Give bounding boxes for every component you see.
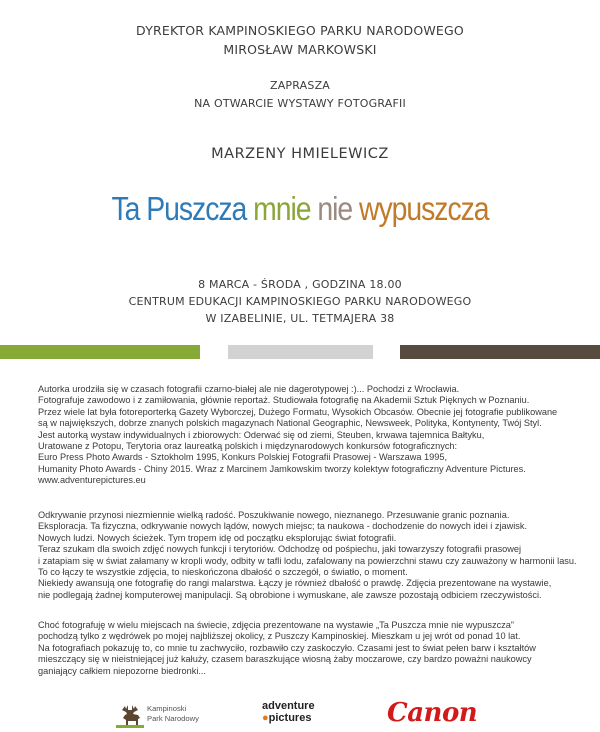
text-line: mieszczący się w nieistniejącej już kałuży, czasem baraszkujące wiosną żaby moczarowe, czy bardzo poważni naukowcy (38, 654, 532, 665)
title-part-3: nie (317, 190, 360, 227)
text-line: Eksploracja. Ta fizyczna, odkrywanie nowych lądów, nowych miejsc; ta naukowa - dochodzenie do nowych idei i zjawisk. (38, 521, 528, 532)
text-line: ganiający całkiem niepozorne biedronki... (38, 665, 207, 676)
kpn-name-line-2: Park Narodowy (147, 713, 199, 723)
text-line: Przez wiele lat była fotoreporterką Gazety Wyborczej, Dużego Formatu, Wysokich Obcasów. Obecnie jej fotografie publikowane (38, 406, 558, 417)
text-line: Na fotografiach pokazuję to, co mnie tu zachwyciło, rozbawiło czy zaskoczyło. Czasami jest to świat pełen barw i kształtów (38, 642, 536, 653)
statement-paragraph (38, 510, 577, 601)
exhibition-title (42, 190, 558, 228)
invite-text: ZAPRASZA (269, 79, 331, 92)
director-name: MIROSŁAW MARKOWSKI (223, 42, 377, 57)
text-line: Teraz szukam dla swoich zdjęć nowych funkcji i terytoriów. Odchodzę od pośpiechu, jaki towarzyszy fotografii prasowej (38, 544, 522, 555)
event-venue: CENTRUM EDUKACJI KAMPINOSKIEGO PARKU NARODOWEGO (128, 295, 472, 308)
text-line: Choć fotografuję w wielu miejscach na świecie, zdjęcia prezentowane na wystawie „Ta Puszcza mnie nie wypuszcza” (38, 620, 514, 630)
text-line: Niekiedy awansują one fotografię do rangi malarstwa. Łączy je również dbałość o prawdę. Zdjęcia prezentowane na wystawie, (38, 578, 552, 589)
text-line: Nowych ludzi. Nowych ścieżek. Tym tropem idę od początku eksplorując świat fotografii. (38, 532, 397, 543)
event-date: 8 MARCA - ŚRODA , GODZINA 18.00 (198, 278, 402, 291)
adventure-pictures-logo (262, 700, 342, 730)
brown-stripe (400, 345, 600, 359)
text-line: i zatapiam się w świat załamany w kropli wody, odbity w tafli lodu, zafalowany na powierzchni stawu czy zauważony w harmonii lasu. (38, 555, 577, 566)
canon-wordmark: Canon (387, 698, 478, 728)
color-stripes (0, 345, 600, 359)
title-part-4: wypuszcza (359, 190, 489, 227)
website-link[interactable]: www.adventurepictures.eu (38, 475, 146, 486)
exhibition-paragraph (38, 620, 568, 677)
adv-line-2: pictures (268, 712, 312, 724)
text-line: są w największych, dobrze znanych polskich magazynach National Geographic, Newsweek, Polityka, Kontynenty, Twój Styl. (38, 418, 542, 429)
text-line: pochodzą tylko z wędrówek po mojej najbliższej okolicy, z Puszczy Kampinoskiej. Mieszkam u jej wrót od ponad 10 lat. (38, 631, 521, 642)
grey-stripe (228, 345, 373, 359)
elk-icon (116, 704, 144, 728)
text-line: Jest autorką wystaw indywidualnych i zbiorowych: Oderwać się od ziemi, Steuben, krwawa tajemnica Bałtyku, (38, 429, 485, 440)
text-line: Autorka urodziła się w czasach fotografii czarno-białej ale nie dagerotypowej :)... Pochodzi z Wrocławia. (38, 384, 460, 394)
text-line: Uratowane z Potopu, Terytoria oraz laureatką polskich i międzynarodowych konkursów fotograficznych: (38, 441, 458, 452)
opening-text: NA OTWARCIE WYSTAWY FOTOGRAFII (194, 97, 406, 110)
kampinoski-park-logo (116, 704, 216, 730)
bio-paragraph (38, 384, 568, 487)
event-address: W IZABELINIE, UL. TETMAJERA 38 (205, 312, 395, 325)
text-line: To co łączy te wszystkie zdjęcia, to nieskończona dbałość o szczegół, o światło, o moment. (38, 567, 408, 578)
adv-line-1: adventure (262, 700, 315, 712)
green-stripe (0, 345, 200, 359)
orange-dot-icon: ● (262, 712, 269, 724)
text-line: Euro Press Photo Awards - Sztokholm 1995, Konkurs Polskiej Fotografii Prasowej - Warszawa 1995, (38, 452, 448, 463)
text-line: Fotografuje zawodowo i z zamiłowania, głównie reportaż. Studiowała fotografię na Akademii Sztuk Pięknych w Poznaniu. (38, 395, 530, 406)
organizer-title: DYREKTOR KAMPINOSKIEGO PARKU NARODOWEGO (136, 23, 464, 38)
title-part-1: Ta Puszcza (111, 190, 254, 227)
artist-name: MARZENY HMIELEWICZ (211, 146, 389, 162)
text-line: nie podlegają żadnej komputerowej manipulacji. Są obrobione i wymuskane, ale zawsze pozostają odbiciem rzeczywistości. (38, 589, 542, 600)
kpn-name-line-1: Kampinoski (147, 704, 187, 713)
canon-logo (387, 698, 487, 732)
text-line: Humanity Photo Awards - Chiny 2015. Wraz z Marcinem Jamkowskim tworzy kolektyw fotograficzny Adventure Pictures. (38, 463, 526, 474)
title-part-2: mnie (253, 190, 318, 227)
text-line: Odkrywanie przynosi niezmiennie wielką radość. Poszukiwanie nowego, nieznanego. Przesuwanie granic poznania. (38, 510, 510, 520)
